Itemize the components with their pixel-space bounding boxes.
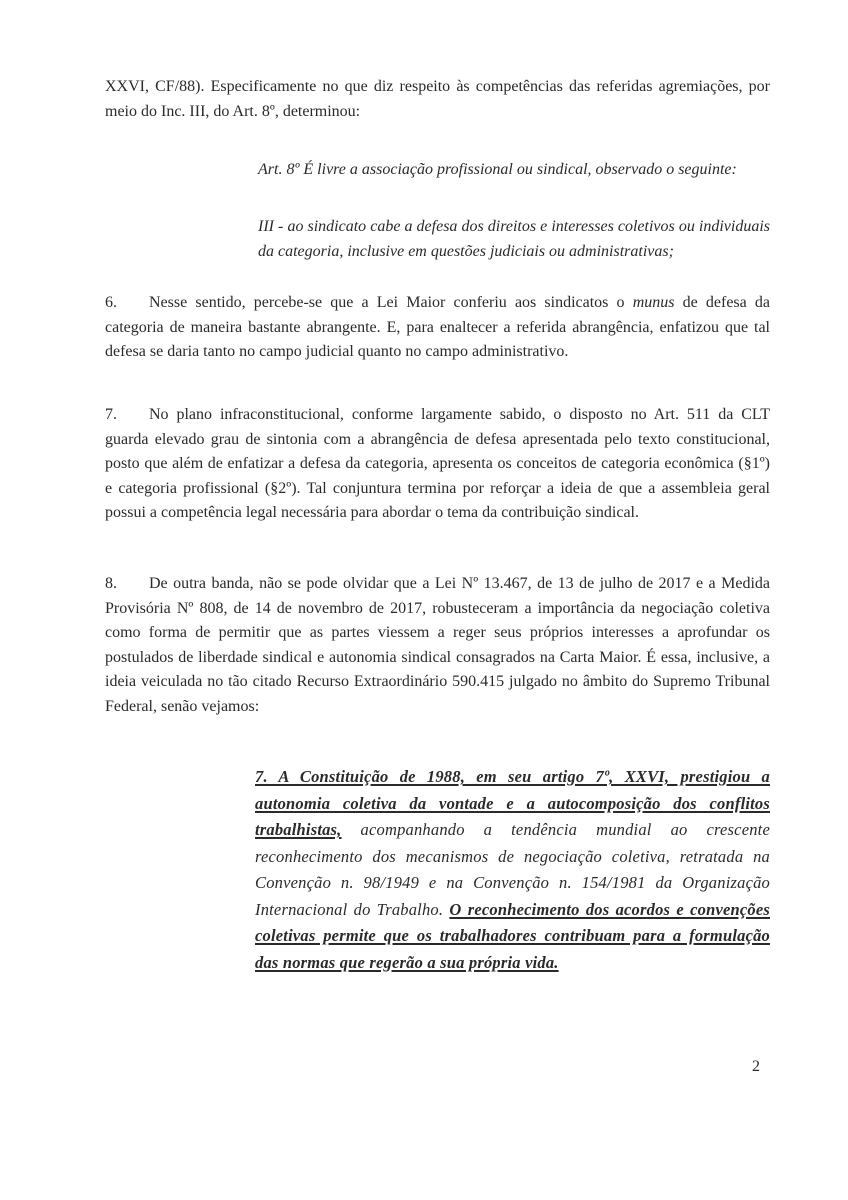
quote-re-590415 bbox=[255, 764, 770, 976]
quote-art8-inciso bbox=[258, 215, 770, 264]
paragraph-7 bbox=[105, 403, 770, 526]
quote-re-bold-start: 7. A Constituição de 1988, em seu artigo 7º, XXVI, prestigiou a autonomia coletiva da vontade e a autocomposição dos conflitos trabalhistas, bbox=[255, 767, 770, 839]
quote-art8 bbox=[258, 158, 770, 183]
page-number: 2 bbox=[752, 1058, 760, 1075]
quote-art8-inciso-text: III - ao sindicato cabe a defesa dos direitos e interesses coletivos ou individuais da categoria, inclusive em questões judiciais ou administrativas; bbox=[258, 218, 770, 260]
quote-re-bold-end: O reconhecimento dos acordos e convenções coletivas permite que os trabalhadores contribuam para a formulação das normas que regerão a sua própria vida. bbox=[255, 899, 770, 972]
paragraph-6-number: 6. bbox=[105, 294, 117, 311]
paragraph-6 bbox=[105, 291, 770, 365]
paragraph-7-number: 7. bbox=[105, 406, 117, 423]
paragraph-8 bbox=[105, 572, 770, 719]
paragraph-6-italic: munus bbox=[632, 294, 675, 311]
paragraph-6-text-a: Nesse sentido, percebe-se que a Lei Maior conferiu aos sindicatos o bbox=[149, 294, 633, 311]
paragraph-8-text: De outra banda, não se pode olvidar que a Lei Nº 13.467, de 13 de julho de 2017 e a Medida Provisória Nº 808, de 14 de novembro de 2017, robusteceram a importância da negociação coletiva como forma de permitir que as partes viessem a reger seus próprios interesses a aprofundar os postulados de liberdade sindical e autonomia sindical consagrados na Carta Maior. É essa, inclusive, a ideia veiculada no tão citado Recurso Extraordinário 590.415 julgado no âmbito do Supremo Tribunal Federal, senão vejamos: bbox=[105, 575, 770, 715]
intro-text: XXVI, CF/88). Especificamente no que diz respeito às competências das referidas agremiações, por meio do Inc. III, do Art. 8º, determinou: bbox=[105, 78, 770, 120]
intro-paragraph bbox=[105, 75, 770, 124]
paragraph-6-text-b: de defesa da categoria de maneira bastante abrangente. E, para enaltecer a referida abrangência, enfatizou que tal defesa se daria tanto no campo judicial quanto no campo administrativo. bbox=[105, 294, 770, 360]
quote-art8-caput: Art. 8º É livre a associação profissional ou sindical, observado o seguinte: bbox=[258, 161, 737, 178]
paragraph-8-number: 8. bbox=[105, 575, 117, 592]
paragraph-7-text: No plano infraconstitucional, conforme largamente sabido, o disposto no Art. 511 da CLT guarda elevado grau de sintonia com a abrangência de defesa apresentada pelo texto constitucional, posto que além de enfatizar a defesa da categoria, apresenta os conceitos de categoria econômica (§1º) e categoria profissional (§2º). Tal conjuntura termina por reforçar a ideia de que a assembleia geral possui a competência legal necessária para abordar o tema da contribuição sindical. bbox=[105, 406, 770, 521]
quote-re-middle: acompanhando a tendência mundial ao crescente reconhecimento dos mecanismos de negociação coletiva, retratada na Convenção n. 98/1949 e na Convenção n. 154/1981 da Organização Internacional do Trabalho. bbox=[255, 820, 770, 919]
